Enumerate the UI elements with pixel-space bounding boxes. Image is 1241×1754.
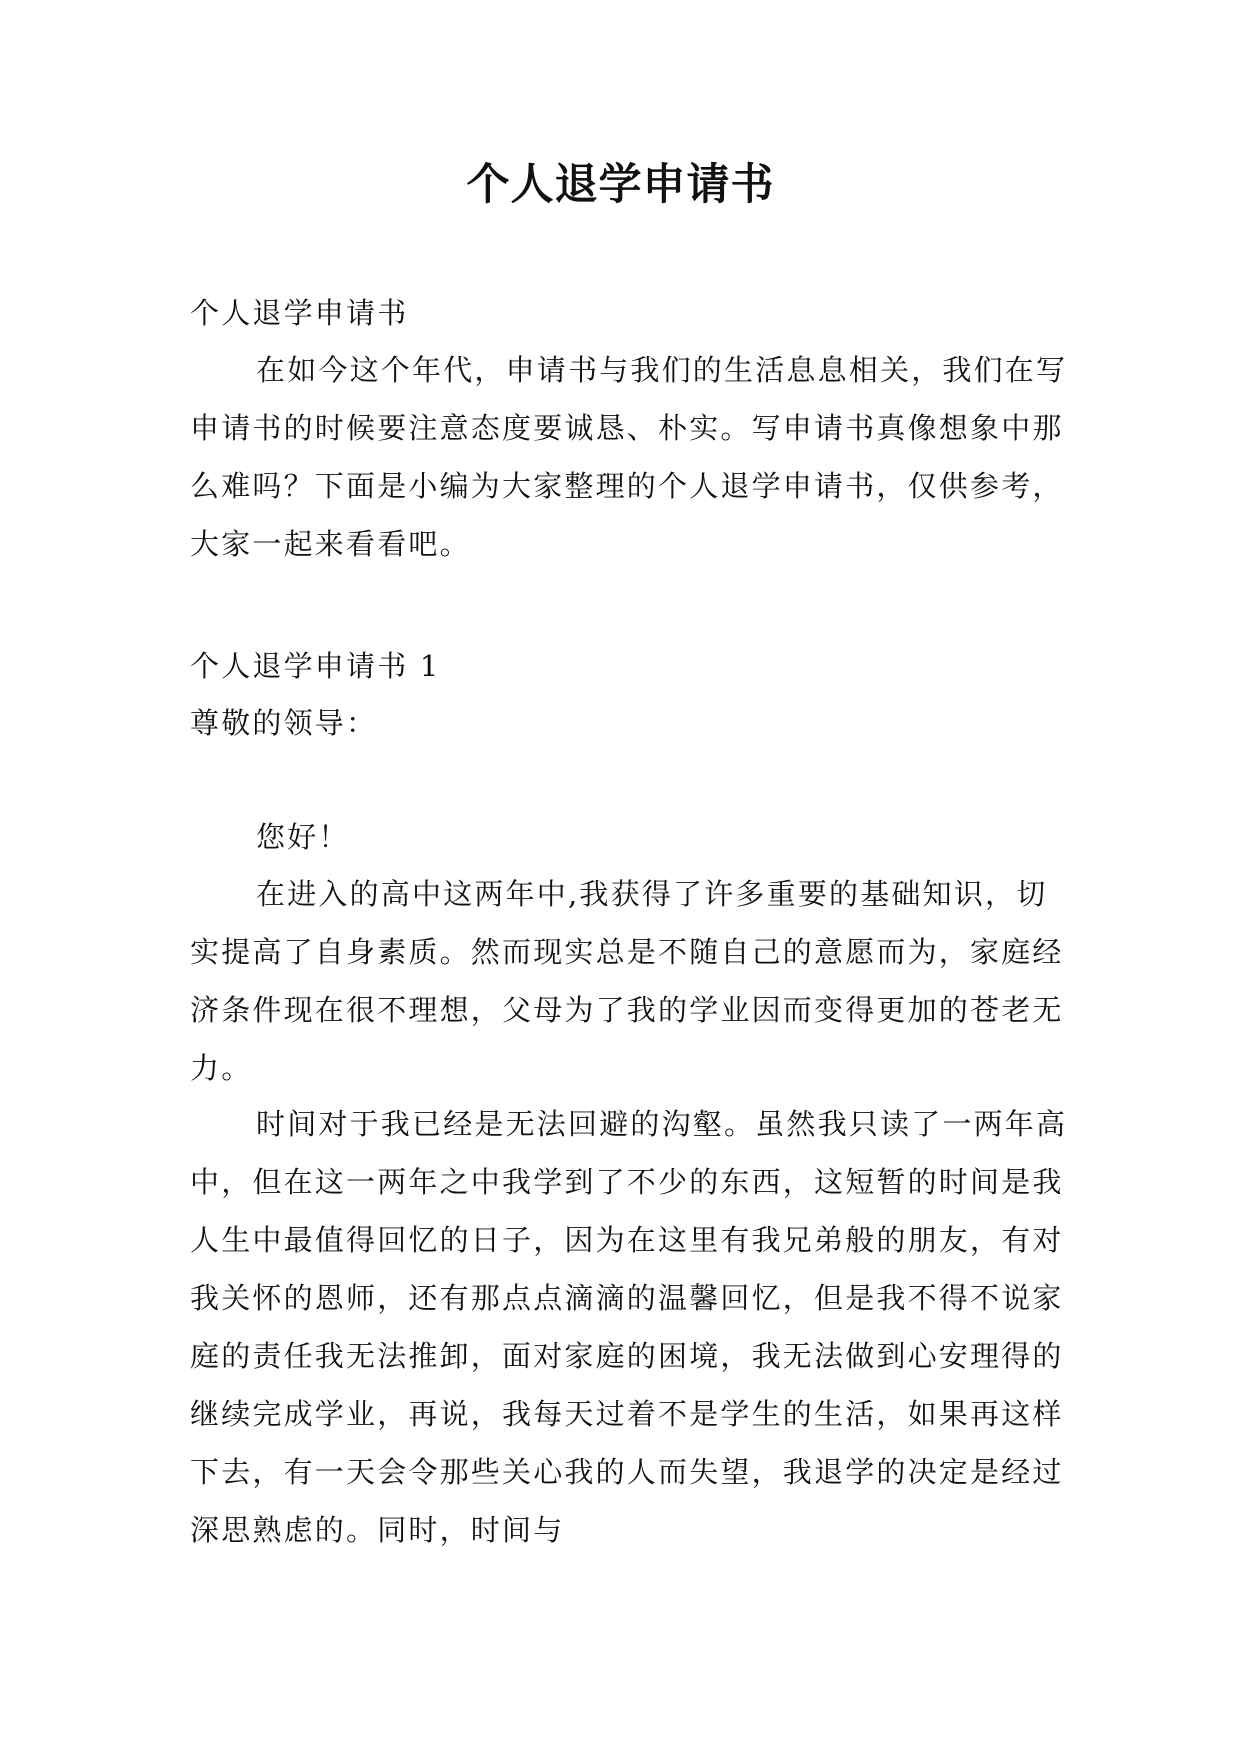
intro-heading: 个人退学申请书 bbox=[190, 296, 409, 330]
letter-paragraph-1: 在进入的高中这两年中,我获得了许多重要的基础知识，切实提高了自身素质。然而现实总是不随自己的意愿而为，家庭经济条件现在很不理想，父母为了我的学业因而变得更加的苍老无力。 bbox=[190, 877, 1064, 1085]
letter-greeting: 您好！ bbox=[256, 820, 350, 854]
letter-paragraph-2: 时间对于我已经是无法回避的沟壑。虽然我只读了一两年高中，但在这一两年之中我学到了不少的东西，这短暂的时间是我人生中最值得回忆的日子，因为在这里有我兄弟般的朋友，有对我关怀的恩师，还有那点点滴滴的温馨回忆，但是我不得不说家庭的责任我无法推卸，面对家庭的困境，我无法做到心安理得的继续完成学业，再说，我每天过着不是学生的生活，如果再这样下去，有一天会令那些关心我的人而失望，我退学的决定是经过深思熟虑的。同时，时间与 bbox=[190, 1107, 1068, 1547]
document-title: 个人退学申请书 bbox=[466, 160, 775, 210]
intro-paragraph: 在如今这个年代，申请书与我们的生活息息相关，我们在写申请书的时候要注意态度要诚恳、朴实。写申请书真像想象中那么难吗？下面是小编为大家整理的个人退学申请书，仅供参考，大家一起来看看吧。 bbox=[190, 353, 1068, 561]
letter-heading: 个人退学申请书 1 bbox=[190, 649, 441, 683]
letter-salutation: 尊敬的领导： bbox=[190, 706, 378, 740]
